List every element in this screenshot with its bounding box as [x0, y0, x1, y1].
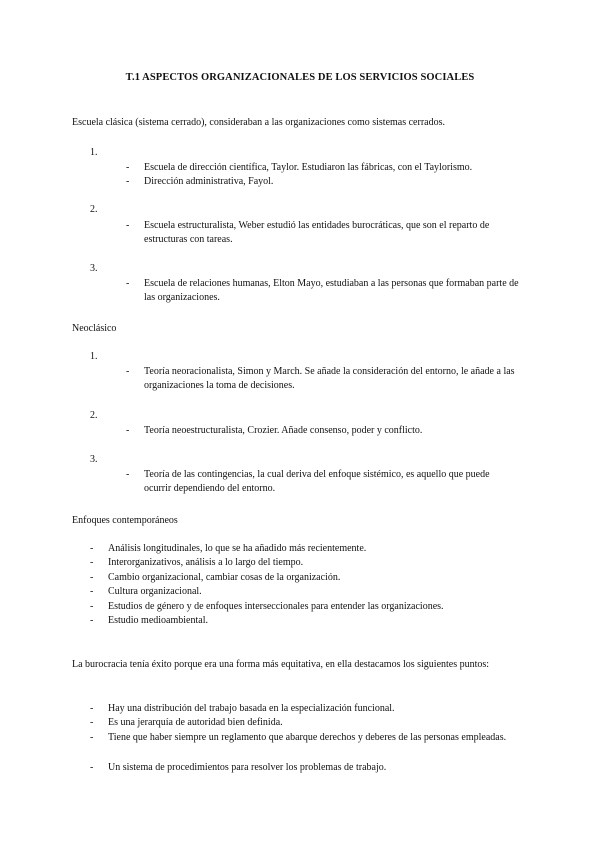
- contemporary-bullet-2: Interorganizativos, análisis a lo largo del tiempo.: [108, 557, 304, 568]
- bullet-dash: -: [90, 543, 94, 554]
- bullet-dash: -: [90, 572, 94, 583]
- bureaucracy-intro: La burocracia tenía éxito porque era una forma más equitativa, en ella destacamos los siguientes puntos:: [72, 659, 490, 670]
- bullet-dash: -: [90, 557, 94, 568]
- bullet-dash: -: [90, 615, 94, 626]
- bullet-dash: -: [126, 176, 130, 187]
- contemporary-bullet-1: Análisis longitudinales, lo que se ha añadido más recientemente.: [108, 543, 367, 554]
- classic-item-1-number: 1.: [90, 147, 98, 158]
- contemporary-heading: Enfoques contemporáneos: [72, 515, 178, 526]
- contemporary-bullet-3: Cambio organizacional, cambiar cosas de la organización.: [108, 572, 341, 583]
- contemporary-bullet-4: Cultura organizacional.: [108, 586, 202, 597]
- classic-item-1-bullet-1: Escuela de dirección científica, Taylor. Estudiaron las fábricas, con el Taylorismo.: [144, 162, 473, 173]
- bullet-dash: -: [90, 762, 94, 773]
- bullet-dash: -: [126, 162, 130, 173]
- bullet-dash: -: [126, 425, 130, 436]
- bullet-dash: -: [126, 366, 130, 377]
- bullet-dash: -: [90, 586, 94, 597]
- bullet-dash: -: [90, 601, 94, 612]
- bullet-dash: -: [90, 703, 94, 714]
- document-title: T.1 ASPECTOS ORGANIZACIONALES DE LOS SERVICIOS SOCIALES: [125, 72, 475, 83]
- classic-item-2-bullet-1: Escuela estructuralista, Weber estudió las entidades burocráticas, que son el reparto de estructuras con tareas.: [144, 220, 490, 245]
- classic-item-3-bullet-1: Escuela de relaciones humanas, Elton Mayo, estudiaban a las personas que formaban parte de las organizaciones.: [144, 278, 519, 303]
- classic-item-3-number: 3.: [90, 263, 98, 274]
- bureaucracy-bullet-2: Es una jerarquía de autoridad bien definida.: [108, 717, 283, 728]
- neoclassic-item-1-bullet-1: Teoría neoracionalista, Simon y March. Se añade la consideración del entorno, le añade a las organizaciones la toma de decisiones.: [144, 366, 515, 391]
- neoclassic-heading: Neoclásico: [72, 323, 117, 334]
- neoclassic-item-2-bullet-1: Teoría neoestructuralista, Crozier. Añade consenso, poder y conflicto.: [144, 425, 423, 436]
- neoclassic-item-2-number: 2.: [90, 410, 98, 421]
- contemporary-bullet-5: Estudios de género y de enfoques interseccionales para entender las organizaciones.: [108, 601, 444, 612]
- bureaucracy-bullet-4: Un sistema de procedimientos para resolver los problemas de trabajo.: [108, 762, 387, 773]
- bullet-dash: -: [90, 732, 94, 743]
- bullet-dash: -: [126, 469, 130, 480]
- classic-item-2-number: 2.: [90, 204, 98, 215]
- bureaucracy-bullet-3: Tiene que haber siempre un reglamento que abarque derechos y deberes de las personas empleadas.: [108, 732, 507, 743]
- classic-item-1-bullet-2: Dirección administrativa, Fayol.: [144, 176, 274, 187]
- neoclassic-item-3-bullet-1: Teoría de las contingencias, la cual deriva del enfoque sistémico, es aquello que puede ocurrir dependiendo del entorno.: [144, 469, 490, 494]
- contemporary-bullet-6: Estudio medioambiental.: [108, 615, 208, 626]
- neoclassic-item-1-number: 1.: [90, 351, 98, 362]
- bureaucracy-bullet-1: Hay una distribución del trabajo basada en la especialización funcional.: [108, 703, 395, 714]
- bullet-dash: -: [126, 278, 130, 289]
- neoclassic-item-3-number: 3.: [90, 454, 98, 465]
- bullet-dash: -: [90, 717, 94, 728]
- bullet-dash: -: [126, 220, 130, 231]
- classic-intro: Escuela clásica (sistema cerrado), consideraban a las organizaciones como sistemas cerrados.: [72, 117, 445, 128]
